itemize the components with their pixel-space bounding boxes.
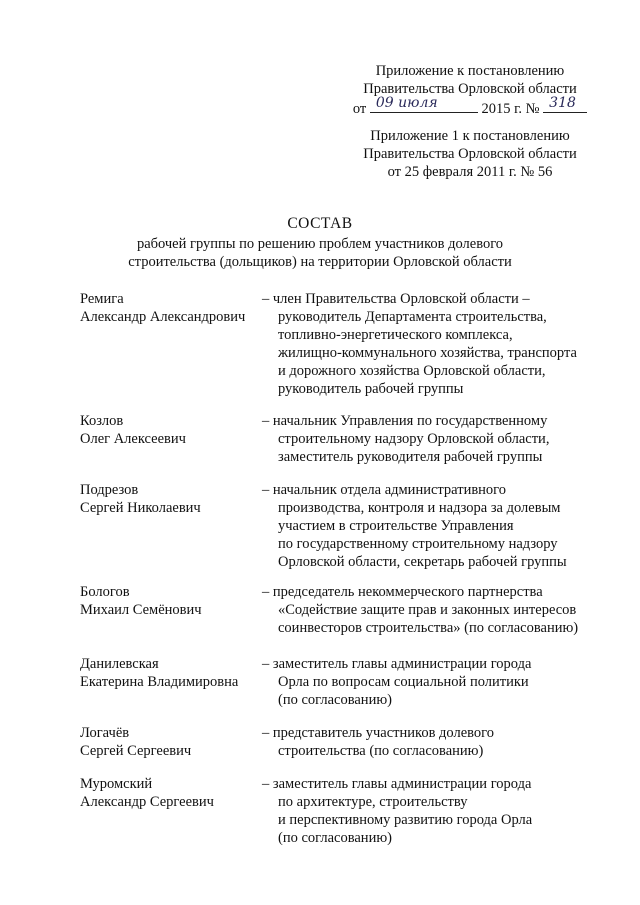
handwritten-number-field: [543, 95, 587, 113]
member-role-line: и перспективному развитию города Орла: [278, 812, 533, 828]
year-text: 2015 г. №: [481, 101, 540, 117]
member-role-line: производства, контроля и надзора за долевым: [278, 500, 561, 516]
member-role-line: – заместитель главы администрации города: [262, 656, 532, 672]
member-role-line: жилищно-коммунального хозяйства, транспорта: [278, 345, 577, 361]
member-role-line: заместитель руководителя рабочей группы: [278, 449, 543, 465]
member-given-names: Екатерина Владимировна: [80, 674, 239, 690]
document-subtitle-line: строительства (дольщиков) на территории Орловской области: [128, 254, 512, 270]
member-surname: Логачёв: [80, 725, 130, 741]
member-surname: Ремига: [80, 291, 124, 307]
member-surname: Козлов: [80, 413, 124, 429]
member-role: [262, 412, 602, 466]
member-surname: Муромский: [80, 776, 153, 792]
member-role-line: руководитель рабочей группы: [278, 381, 464, 397]
member-role-line: соинвесторов строительства» (по согласованию): [278, 620, 579, 636]
appendix-header-line: Правительства Орловской области: [363, 81, 577, 97]
member-name: [80, 775, 260, 811]
appendix-header-line: Приложение 1 к постановлению: [370, 128, 570, 144]
date-prefix: от: [352, 101, 367, 117]
member-given-names: Александр Александрович: [80, 309, 246, 325]
member-role-line: участием в строительстве Управления: [278, 518, 514, 534]
member-role-line: – представитель участников долевого: [262, 725, 494, 741]
handwritten-date: 09 июля: [375, 95, 438, 111]
member-name: [80, 583, 260, 619]
member-given-names: Александр Сергеевич: [80, 794, 214, 810]
document-title-block: [90, 215, 550, 271]
member-name: [80, 290, 260, 326]
member-role-line: и дорожного хозяйства Орловской области,: [278, 363, 546, 379]
member-role-line: «Содействие защите прав и законных интересов: [278, 602, 577, 618]
member-role-line: – заместитель главы администрации города: [262, 776, 532, 792]
member-role: [262, 481, 602, 571]
member-role-line: по архитектуре, строительству: [278, 794, 468, 810]
member-name: [80, 481, 260, 517]
appendix-header-original: [320, 127, 620, 181]
member-name: [80, 412, 260, 448]
member-surname: Бологов: [80, 584, 130, 600]
member-role: [262, 290, 602, 398]
member-surname: Данилевская: [80, 656, 159, 672]
member-role-line: (по согласованию): [278, 692, 392, 708]
member-role-line: Орловской области, секретарь рабочей группы: [278, 554, 567, 570]
document-subtitle-line: рабочей группы по решению проблем участников долевого: [136, 236, 504, 252]
member-role: [262, 583, 602, 637]
member-role-line: топливно-энергетического комплекса,: [278, 327, 513, 343]
member-role-line: (по согласованию): [278, 830, 392, 846]
member-role-line: строительства (по согласованию): [278, 743, 484, 759]
document-title: СОСТАВ: [287, 215, 353, 232]
member-name: [80, 724, 260, 760]
member-role-line: руководитель Департамента строительства,: [278, 309, 547, 325]
member-role-line: – начальник отдела административного: [262, 482, 507, 498]
member-role: [262, 724, 602, 760]
member-role-line: строительному надзору Орловской области,: [278, 431, 550, 447]
member-role: [262, 775, 602, 847]
member-role-line: – председатель некоммерческого партнерства: [262, 584, 543, 600]
member-given-names: Михаил Семёнович: [80, 602, 202, 618]
member-role-line: – начальник Управления по государственному: [262, 413, 548, 429]
appendix-header-line: Приложение к постановлению: [375, 63, 565, 79]
handwritten-date-field: [370, 95, 478, 113]
handwritten-number: 318: [549, 95, 576, 111]
member-role: [262, 655, 602, 709]
member-role-line: по государственному строительному надзору: [278, 536, 558, 552]
appendix-header-current: [320, 62, 620, 118]
appendix-header-line: от 25 февраля 2011 г. № 56: [387, 164, 553, 180]
member-given-names: Сергей Сергеевич: [80, 743, 192, 759]
member-role-line: – член Правительства Орловской области –: [262, 291, 530, 307]
member-name: [80, 655, 260, 691]
member-surname: Подрезов: [80, 482, 139, 498]
appendix-header-line: Правительства Орловской области: [363, 146, 577, 162]
appendix-date-line: [320, 95, 620, 118]
member-given-names: Олег Алексеевич: [80, 431, 186, 447]
member-role-line: Орла по вопросам социальной политики: [278, 674, 529, 690]
member-given-names: Сергей Николаевич: [80, 500, 201, 516]
